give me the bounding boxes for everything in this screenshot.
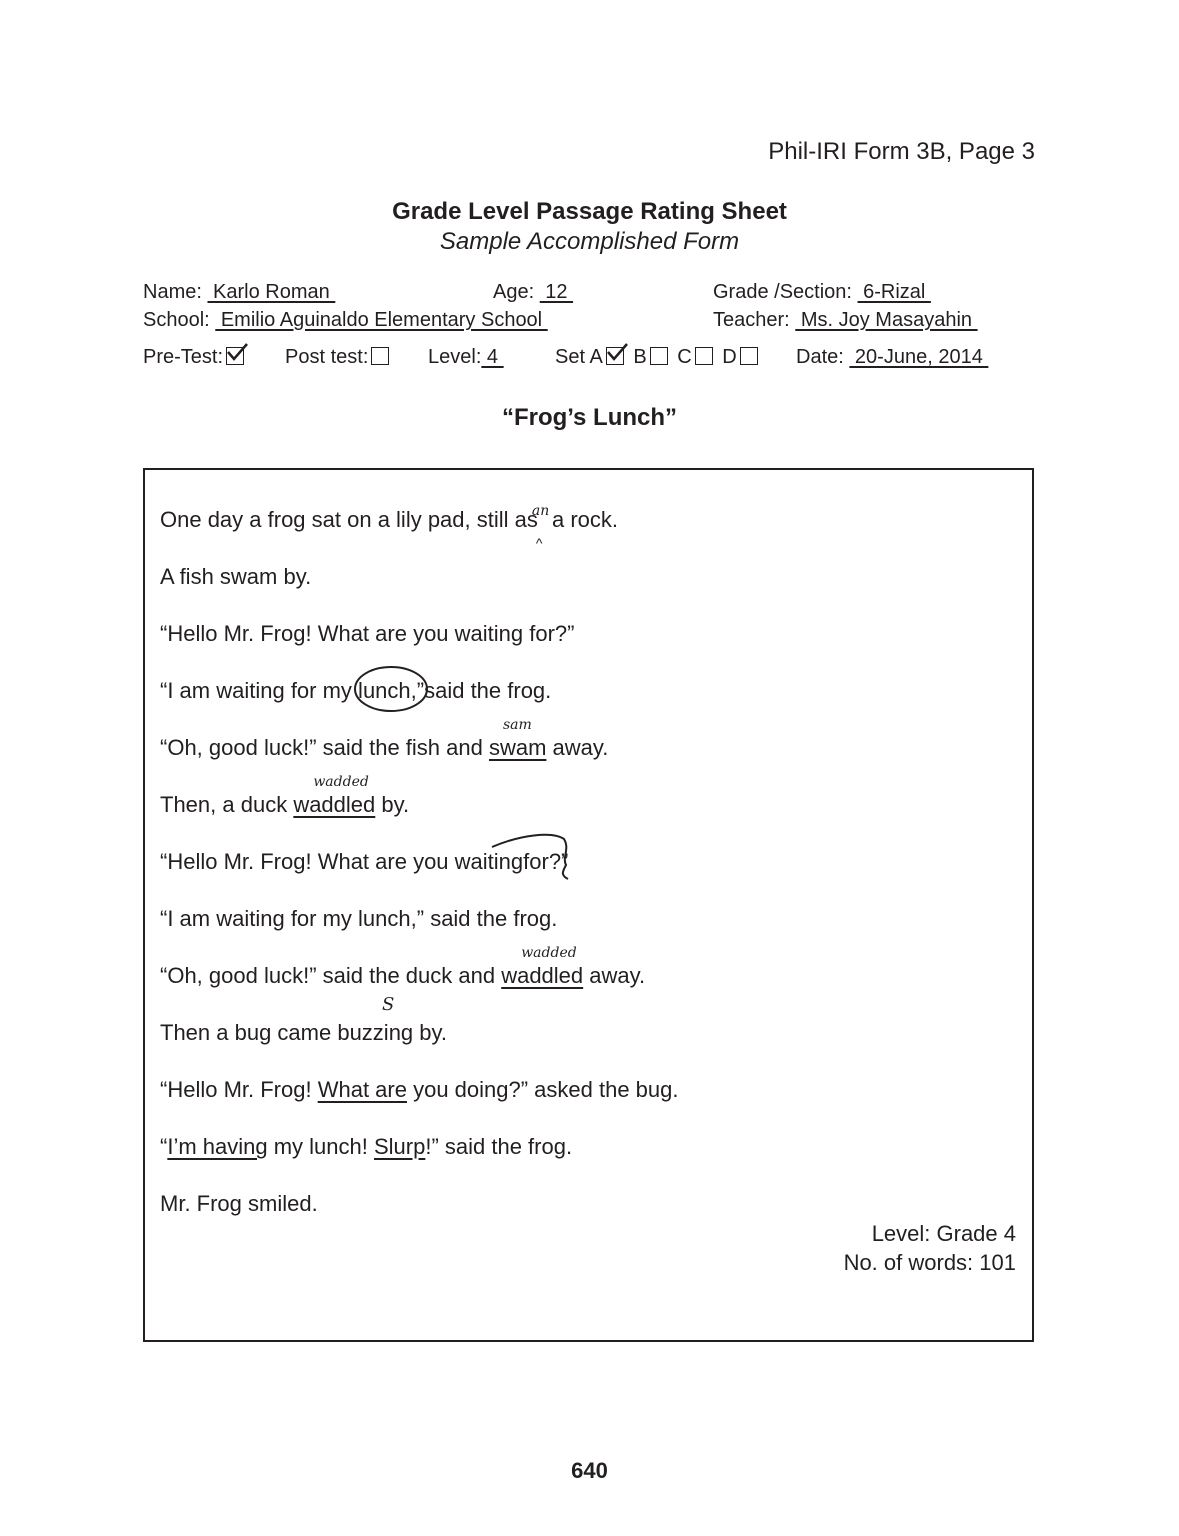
grade-section-label: Grade /Section: xyxy=(713,281,852,303)
miscue-note: wadded xyxy=(521,945,577,961)
school-field xyxy=(143,309,548,332)
passage-line-8: “I am waiting for my lunch,” said the frog. xyxy=(160,906,558,931)
line-text: “Hello Mr. Frog! xyxy=(160,1077,318,1102)
teacher-field xyxy=(713,309,978,332)
line-text: for?” xyxy=(523,849,569,874)
line-text: “Oh, good luck!” said the fish and xyxy=(160,735,489,760)
set-b-label: B xyxy=(633,346,647,368)
grade-section-value: 6-Rizal xyxy=(857,281,931,303)
line-text: my lunch! xyxy=(267,1134,374,1159)
set-c-checkbox[interactable] xyxy=(695,347,713,365)
transposition-mark xyxy=(490,835,570,875)
check-icon xyxy=(226,342,248,364)
level-info: Level: Grade 4 xyxy=(871,1221,1016,1246)
line-text: away. xyxy=(546,735,609,760)
passage-line-10 xyxy=(160,994,447,1046)
miscue-note: sam xyxy=(502,717,532,733)
passage-line-5 xyxy=(160,717,609,761)
teacher-label: Teacher: xyxy=(713,309,790,331)
line-text: One day a frog sat on a lily pad, still as xyxy=(160,507,538,532)
name-label: Name: xyxy=(143,281,202,303)
name-field xyxy=(143,281,335,304)
pretest-label: Pre-Test: xyxy=(143,346,224,368)
line-text: “ xyxy=(160,1134,168,1159)
marked-word xyxy=(501,945,584,989)
passage-line-1 xyxy=(160,503,619,551)
teacher-value: Ms. Joy Masayahin xyxy=(795,309,978,331)
set-d-label: D xyxy=(722,346,737,368)
passage-line-3: “Hello Mr. Frog! What are you waiting for?” xyxy=(160,621,575,646)
line-text: away. xyxy=(583,963,646,988)
date-value: 20-June, 2014 xyxy=(849,346,989,368)
line-text: “Hello Mr. Frog! What are you waiting xyxy=(160,849,524,874)
line-text: !” said the frog. xyxy=(425,1134,573,1159)
marked-word xyxy=(488,717,547,761)
school-label: School: xyxy=(143,309,210,331)
pretest-checkbox[interactable] xyxy=(226,347,244,365)
page-number: 640 xyxy=(571,1458,608,1483)
age-value: 12 xyxy=(539,281,574,303)
line-text: a rock. xyxy=(545,507,619,532)
set-field xyxy=(555,346,758,369)
level-field xyxy=(428,346,504,369)
line-text: by. xyxy=(375,792,410,817)
level-label: Level: xyxy=(428,346,482,368)
caret-mark: ^ xyxy=(535,535,543,551)
underlined-word: What are xyxy=(317,1077,407,1102)
passage-box xyxy=(143,468,1034,1342)
passage-line-12 xyxy=(160,1134,572,1160)
underlined-word: I’m having xyxy=(167,1134,268,1159)
school-value: Emilio Aguinaldo Elementary School xyxy=(215,309,548,331)
miscue-note: wadded xyxy=(313,774,369,790)
page-title: Grade Level Passage Rating Sheet xyxy=(392,198,787,225)
set-b-checkbox[interactable] xyxy=(650,347,668,365)
underlined-word: waddled xyxy=(293,792,376,817)
set-d-checkbox[interactable] xyxy=(740,347,758,365)
story-title: “Frog’s Lunch” xyxy=(501,404,678,431)
age-label: Age: xyxy=(493,281,535,303)
line-text: Then, a duck xyxy=(160,792,294,817)
pretest-field xyxy=(143,346,244,369)
underlined-word: Slurp xyxy=(373,1134,426,1159)
grade-section-field xyxy=(713,281,931,304)
miscue-note: S xyxy=(382,994,395,1015)
passage-line-4 xyxy=(160,678,551,704)
page-subtitle: Sample Accomplished Form xyxy=(439,228,740,255)
posttest-label: Post test: xyxy=(285,346,369,368)
set-a-label: Set A xyxy=(555,346,603,368)
age-field xyxy=(493,281,573,304)
date-label: Date: xyxy=(796,346,844,368)
passage-line-6 xyxy=(160,774,410,818)
posttest-field xyxy=(285,346,389,369)
underlined-word: waddled xyxy=(501,963,584,988)
set-c-label: C xyxy=(677,346,692,368)
marked-line xyxy=(160,994,447,1046)
level-value: 4 xyxy=(481,346,504,368)
insertion-note: an xyxy=(531,503,550,519)
transposition-span xyxy=(160,849,523,875)
passage-line-11 xyxy=(160,1077,679,1103)
set-a-checkbox[interactable] xyxy=(606,347,624,365)
marked-word xyxy=(293,774,376,818)
word-count: No. of words: 101 xyxy=(843,1250,1016,1275)
line-text: “I am waiting for my l xyxy=(160,678,363,703)
passage-line-9 xyxy=(160,945,646,989)
circled-word xyxy=(363,678,424,704)
line-text: “Oh, good luck!” said the duck and xyxy=(160,963,502,988)
name-value: Karlo Roman xyxy=(207,281,336,303)
line-text: you doing?” asked the bug. xyxy=(406,1077,679,1102)
passage-line-2: A fish swam by. xyxy=(160,564,312,589)
passage-line-13: Mr. Frog smiled. xyxy=(160,1191,318,1216)
posttest-checkbox[interactable] xyxy=(371,347,389,365)
date-field xyxy=(796,346,988,369)
form-reference: Phil-IRI Form 3B, Page 3 xyxy=(768,138,1035,165)
circle-mark xyxy=(353,666,433,716)
underlined-word: swam xyxy=(488,735,547,760)
check-icon xyxy=(606,342,628,364)
circled-text: unch,” xyxy=(362,678,425,703)
line-text: Then a bug came buzzing by. xyxy=(160,1020,447,1045)
passage-line-7 xyxy=(160,849,568,875)
line-text: said the frog. xyxy=(424,678,552,703)
